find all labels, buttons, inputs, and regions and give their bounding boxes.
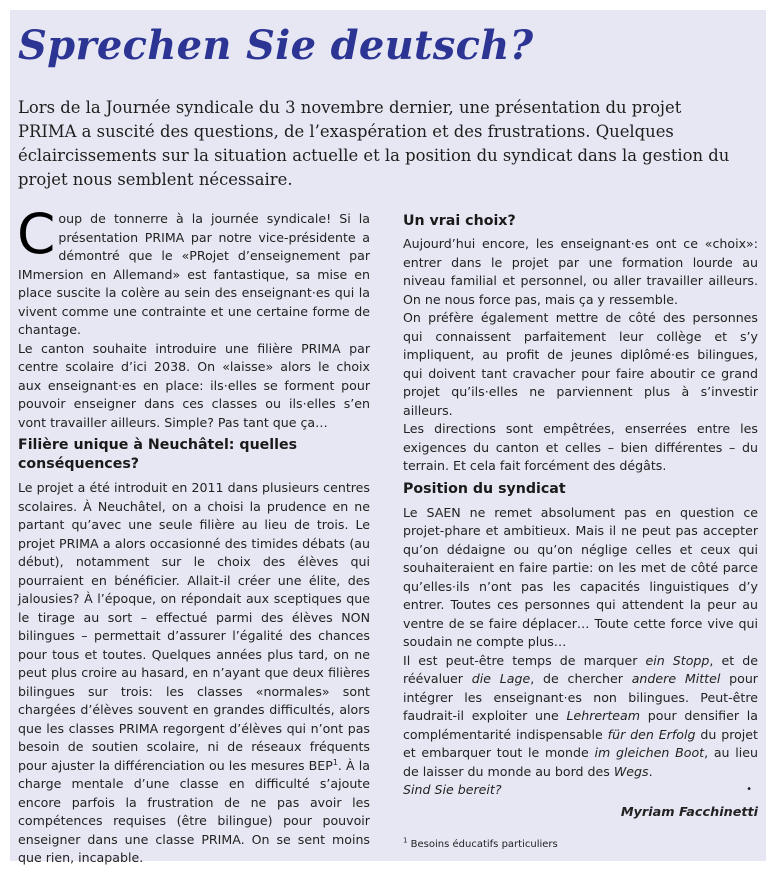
german-phrase: die Lage — [471, 671, 531, 686]
left-column — [17, 202, 370, 868]
text-run: . — [648, 763, 653, 779]
intro-paragraph-2: Le canton souhaite introduire une filière PRIMA par centre scolaire d’ici 2038. On «laisse» alors le choix aux enseignant·es en place: ils·elles se forment pour pouvoir enseigner dans ces classes ou ils·elles s’en vont travailler ailleurs. Simple? Pas tant que ça… — [18, 340, 370, 430]
section-syndicat-paragraph-2 — [403, 652, 758, 782]
german-phrase: Wegs — [613, 763, 649, 779]
text-run: , et de réévaluer — [403, 652, 758, 686]
section-choix-paragraph-2: On préfère également mettre de côté des personnes qui connaissent parfaitement leur collège et s’y impliquent, au profit de jeunes diplômé·es bilingues, qui doivent tant cravacher pour faire aboutir ce grand projet qu’ils·elles ne parviennent plus à s’investir ailleurs. — [403, 310, 758, 418]
section-heading-choix: Un vrai choix? — [403, 213, 516, 229]
german-phrase: im gleichen Boot — [594, 745, 705, 760]
footnote-ref: 1 — [332, 757, 338, 767]
section-filiere-text: Le projet a été introduit en 2011 dans plusieurs centres scolaires. À Neuchâtel, on a choisi la prudence en ne partant qu’avec une seule filière au lieu de trois. Le projet PRIMA a alors occasionné des timides débats (au début), notamment sur le choix des élèves qui pourraient en bénéficier. Allait-il créer une élite, des jalousies? À l’époque, on répondait aux sceptiques que le tirage au sort – effectué parmi des élèves NON bilingues – permettait d’assurer l’égalité des chances pour tous et toutes. Quelques années plus tard, on ne peut plus croire au hasard, en n’ayant que deux filières bilingues sur trois: les classes «normales» sont chargées d’élèves souvent en grandes difficultés, alors que les classes PRIMA regorgent d’élèves qui n’ont pas besoin de soutien scolaire, ni de réseaux fréquents pour ajuster la différenciation ou les mesures BEP — [18, 480, 370, 773]
intro-paragraph-1 — [17, 202, 370, 340]
text-run: pour intégrer les enseignant·es non bilingues. Peut-être faudrait-il exploiter une — [403, 671, 758, 723]
text-run: Il est peut-être temps de marquer — [403, 652, 646, 668]
text-run: pour densifier la complémentarité indispensable — [403, 708, 758, 742]
section-choix-paragraph-3: Les directions sont empêtrées, enserrées entre les exigences du canton et celles – bien différentes – du terrain. Et cela fait forcément des dégâts. — [403, 421, 758, 473]
drop-cap: C — [17, 202, 56, 266]
text-run: , au lieu de laisser du monde au bord des — [403, 745, 759, 779]
closing-question — [403, 781, 758, 800]
section-filiere-paragraph — [18, 479, 370, 868]
text-run: , de chercher — [530, 671, 632, 686]
footnote-number: 1 — [403, 836, 408, 845]
section-syndicat-paragraph-1: Le SAEN ne remet absolument pas en question ce projet-phare et ambitieux. Mais il ne peut pas accepter qu’on dédaigne ou qu’on néglige celles et ceux qui souhaiteraient en faire partie: on les met de côté parce qu’elles·ils n’ont pas les capacités linguistiques d’y entrer. Toutes ces personnes qui attendent la peur au ventre de se faire déplacer… Toute cette force vive qui soudain ne compte plus… — [403, 504, 758, 649]
intro-text-1: oup de tonnerre à la journée syndicale! Si la présentation PRIMA par notre vice-présidente a démontré que le «PRojet d’enseignement par IMmersion en Allemand» est fantastique, sa mise en place suscite la colère au sein des enseignant·es qui la vivent comme une contrainte et une certaine forme de chantage. — [18, 211, 370, 337]
footnote-text: Besoins éducatifs particuliers — [407, 839, 558, 850]
article-lead: Lors de la Journée syndicale du 3 novembre dernier, une présentation du projet PRIMA a suscité des questions, de l’exaspération et des frustrations. Quelques éclaircissements sur la situation actuelle et la position du syndicat dans la gestion du projet nous semblent nécessaire. — [18, 98, 730, 189]
end-mark: • — [746, 784, 752, 795]
section-heading-filiere: Filière unique à Neuchâtel: quelles conséquences? — [18, 437, 298, 472]
german-phrase: andere Mittel — [631, 671, 721, 686]
closing-text: Sind Sie bereit? — [403, 782, 502, 797]
author-signature: Myriam Facchinetti — [620, 804, 758, 820]
section-choix-paragraph-1: Aujourd’hui encore, les enseignant·es ont ce «choix»: entrer dans le projet par une formation lourde au niveau familial et personnel, ou aller travailler ailleurs. On ne nous force pas, mais ça y ressemble. — [403, 236, 758, 307]
german-phrase: für den Erfolg — [607, 726, 696, 742]
section-filiere-text-end: . À la charge mentale d’une classe en difficulté s’ajoute encore parfois la frustration de ne pas avoir les compétences requises (être bilingue) pour pouvoir enseigner dans une classe PRIMA. On se sent moins que rien, incapable. — [18, 757, 370, 865]
footnote — [403, 836, 558, 850]
article-title: Sprechen Sie deutsch? — [18, 22, 534, 69]
right-column — [403, 212, 758, 822]
text-run: du projet et embarquer tout le monde — [403, 726, 758, 760]
german-phrase: Lehrerteam — [566, 708, 641, 723]
german-phrase: ein Stopp — [645, 652, 710, 668]
section-heading-syndicat: Position du syndicat — [403, 480, 566, 497]
